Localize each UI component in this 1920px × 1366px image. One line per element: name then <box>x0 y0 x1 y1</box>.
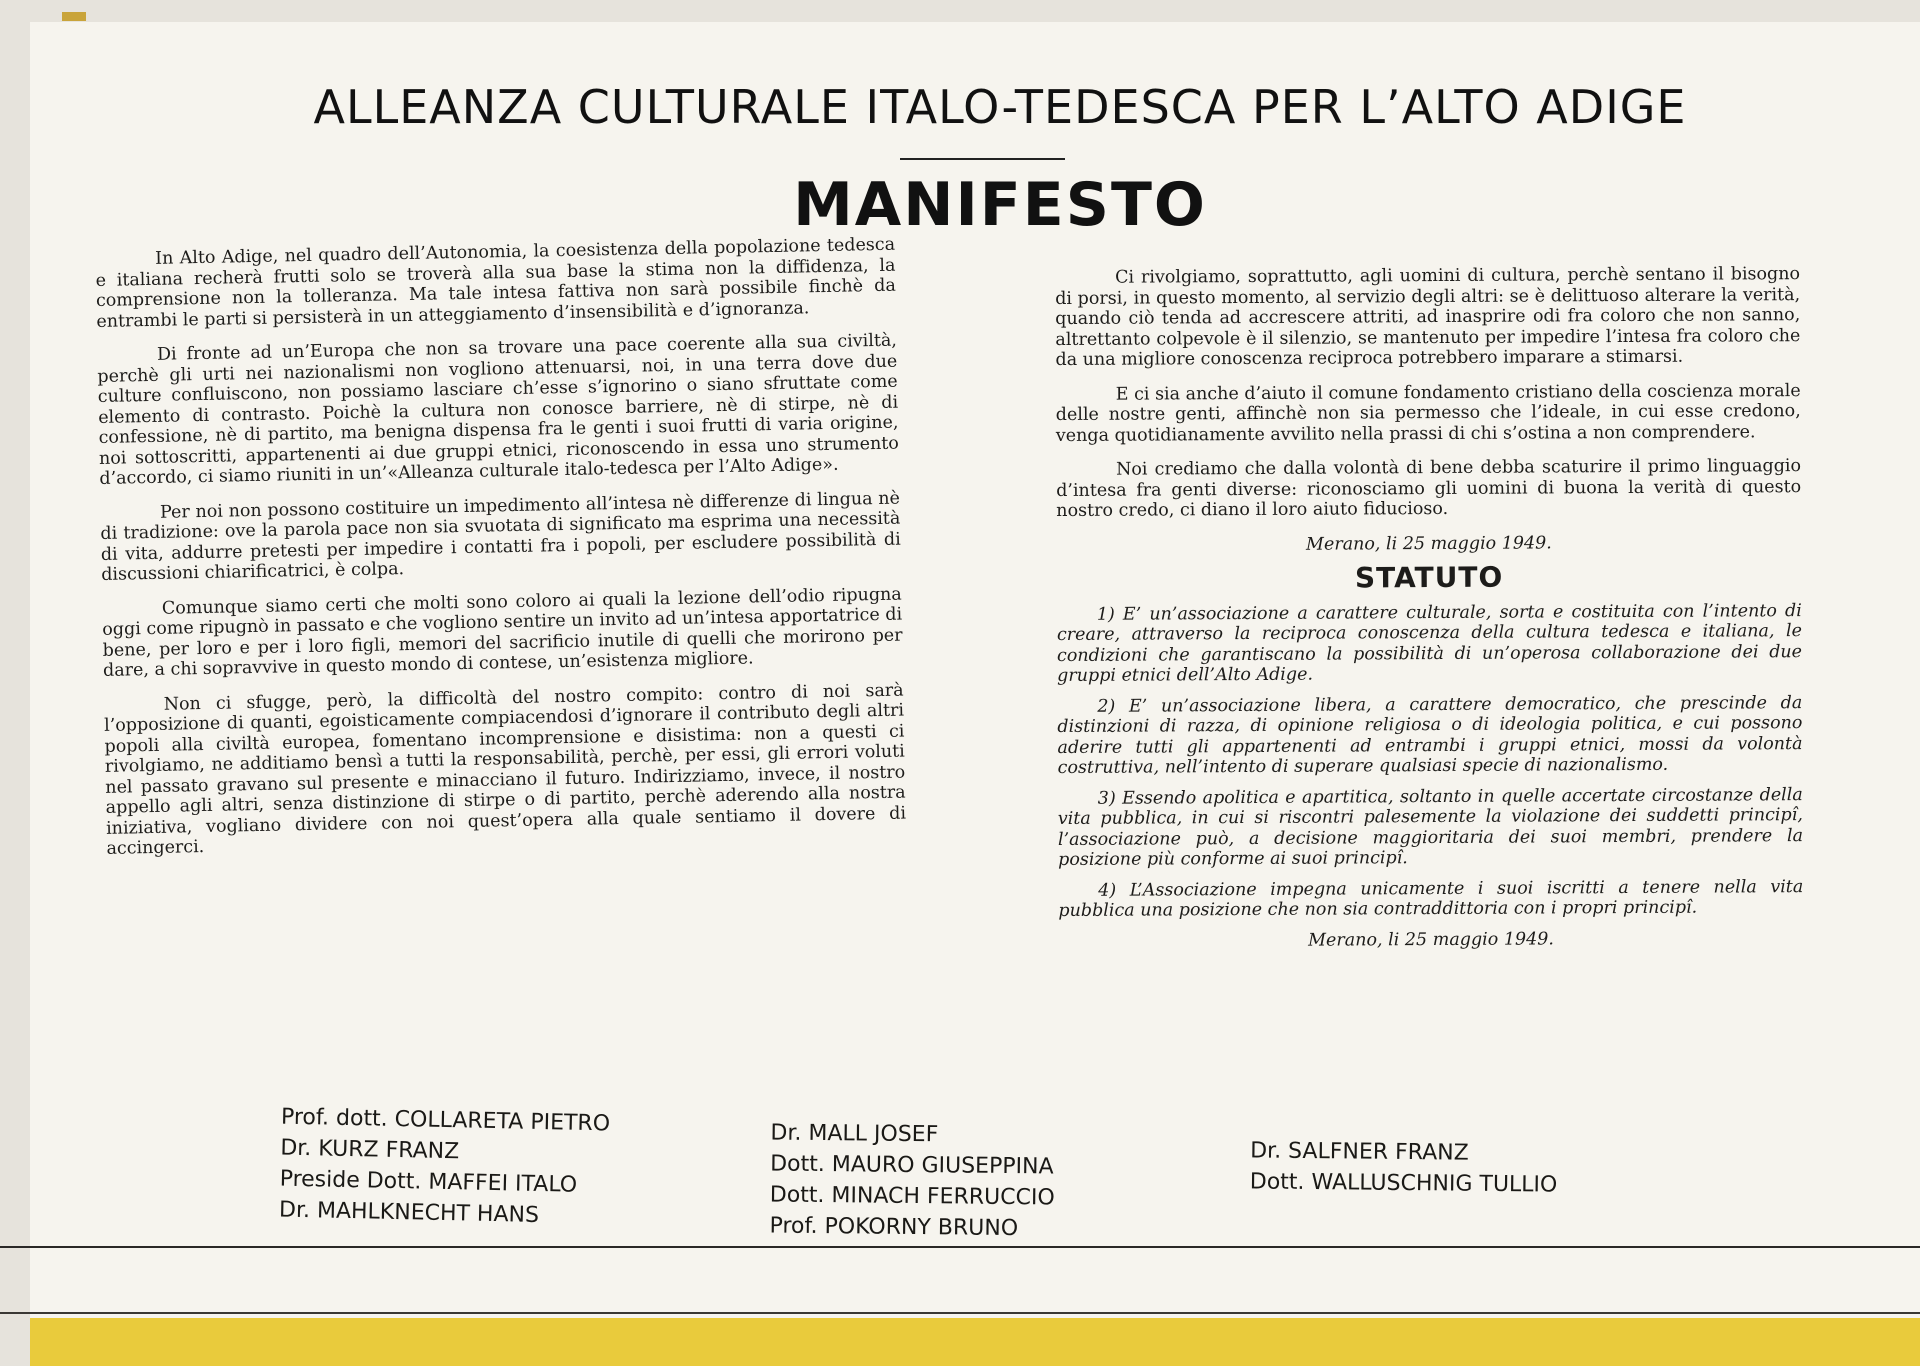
signatory: Dr. KURZ FRANZ <box>280 1135 460 1165</box>
title-divider <box>900 158 1065 160</box>
signature-column <box>279 1102 611 1233</box>
signatory: Dr. MALL JOSEF <box>770 1120 939 1148</box>
statuto-dateline: Merano, li 25 maggio 1949. <box>1308 928 1554 951</box>
paragraph: In Alto Adige, nel quadro dell’Autonomia, la coesistenza della popolazione tedesca e italiana recherà frutti solo se troverà alla sua base la stima non la diffidenza, la comprensione non la tolleranza. Ma tale intesa fattiva non sarà possibile finchè da entrambi le parti si persisterà in un atteggiamento d’insensibilità e d’ignoranza. <box>95 234 897 332</box>
paragraph: E ci sia anche d’aiuto il comune fondamento cristiano della coscienza morale delle nostre genti, affinchè non sia permesso che l’ideale, in cui esse credono, venga quotidianamente avvilito nella prassi di chi s’ostina a non comprendere. <box>1055 380 1801 446</box>
statute-article: 3) Essendo apolitica e apartitica, soltanto in quelle accertate circostanze della vita pubblica, in cui si riscontri palesemente la violazione dei suddetti principî, l’associazione può, a decisione maggioritaria dei suoi membri, prendere la posizione più conforme ai suoi principî. <box>1057 784 1804 870</box>
signatory: Dott. MAURO GIUSEPPINA <box>770 1151 1054 1180</box>
signature-column <box>1250 1135 1558 1200</box>
paragraph: Di fronte ad un’Europa che non sa trovare una pace coerente alla sua civiltà, perchè gli urti nei nazionalismi non vogliono attenuarsi, noi, in una terra dove due culture confluiscono, non possiamo lasciare ch’esse s’ignorino o siano sfruttate come elemento di contrasto. Poichè la cultura non conosce barriere, nè di stirpe, nè di confessione, nè di partito, ma benigna dispensa fra le genti i suoi frutti di varia origine, noi sottoscritti, appartenenti ai due gruppi etnici, riconoscendo in essa uno strumento d’accordo, ci siamo riuniti in un’«Alleanza culturale italo-tedesca per l’Alto Adige». <box>97 330 900 489</box>
signatory: Preside Dott. MAFFEI ITALO <box>279 1166 578 1198</box>
paragraph: Noi crediamo che dalla volontà di bene debba scaturire il primo linguaggio d’intesa fra genti diverse: riconosciamo gli uomini di buona la verità di questo nostro credo, ci diano il loro aiuto fiducioso. <box>1056 456 1802 521</box>
manifesto-dateline: Merano, li 25 maggio 1949. <box>1305 532 1552 555</box>
paragraph: Non ci sfugge, però, la difficoltà del nostro compito: contro di noi sarà l’opposizione di quanti, egoisticamente compiacendosi d’ignorare il contributo degli altri popoli alla civiltà europea, fomentano incomprensione e disistima: non a questi ci rivolgiamo, ne additiamo bensì a tutti la responsabilità, perchè, per essi, gli errori voluti nel passato gravano sul presente e minacciano il futuro. Indirizziamo, invece, il nostro appello agli altri, senza distinzione di stirpe o di partito, perchè aderendo alla nostra iniziativa, vogliano dividere con noi quest’opera alla quale sentiamo il dovere di accingerci. <box>103 680 907 859</box>
signatory: Dr. SALFNER FRANZ <box>1250 1138 1469 1166</box>
document-title: ALLEANZA CULTURALE ITALO-TEDESCA PER L’ALTO ADIGE <box>313 80 1687 134</box>
signatory: Prof. POKORNY BRUNO <box>769 1213 1019 1242</box>
signatory: Dott. MINACH FERRUCCIO <box>769 1182 1055 1211</box>
statute-article: 2) E’ un’associazione libera, a carattere democratico, che prescinde da distinzioni di razza, di opinione religiosa o di ideologia politica, e cui possono aderire tutti gli appartenenti ad entrambi i gruppi etnici, mossi da volontà costruttiva, nell’intento di superare qualsiasi specie di nazionalismo. <box>1057 692 1803 778</box>
manifesto-right-column <box>1055 264 1804 966</box>
paragraph: Ci rivolgiamo, soprattutto, agli uomini di cultura, perchè sentano il bisogno di porsi, in questo momento, al servizio degli altri: se è delittuoso alterare la verità, quando ciò tenda ad accrescere attriti, ad inasprire odi fra coloro che non sanno, altrettanto colpevole è il silenzio, se mantenuto per impedire l’intesa fra coloro che da una migliore conoscenza reciproca potrebbero imparare a stimarsi. <box>1055 264 1801 370</box>
signature-column <box>769 1118 1055 1245</box>
manifesto-heading: MANIFESTO <box>793 170 1207 240</box>
manifesto-left-column <box>95 235 907 874</box>
paragraph: Comunque siamo certi che molti sono coloro ai quali la lezione dell’odio ripugna oggi come ripugnò in passato e che vogliono sentire un invito ad un’intesa apportatrice di bene, per loro e per i loro figli, memori del sacrificio inutile di quelli che morirono per dare, a chi sopravvive in questo mondo di contese, un’esistenza migliore. <box>102 584 903 681</box>
paragraph: Per noi non possono costituire un impedimento all’intesa nè differenze di lingua nè di tradizione: ove la parola pace non sia svuotata di significato ma esprima una necessità di vita, addurre pretesti per impedire i contatti fra i popoli, per escludere possibilità di discussioni chiarificatrici, è colpa. <box>100 488 901 585</box>
yellow-paper-underneath <box>30 1318 1920 1366</box>
statute-article: 4) L’Associazione impegna unicamente i suoi iscritti a tenere nella vita pubblica una posizione che non sia contraddittoria con i propri principî. <box>1058 876 1804 921</box>
bottom-rule <box>0 1246 1920 1248</box>
page-edge-rule <box>0 1312 1920 1314</box>
statuto-articles <box>1057 601 1804 922</box>
statuto-heading: STATUTO <box>1354 560 1504 595</box>
signatory: Prof. dott. COLLARETA PIETRO <box>280 1104 611 1137</box>
statute-article: 1) E’ un’associazione a carattere culturale, sorta e costituita con l’intento di creare, attraverso la reciproca conoscenza della cultura tedesca e italiana, le condizioni che garantiscano la possibilità di un’operosa collaborazione dei due gruppi etnici dell’Alto Adige. <box>1056 600 1803 686</box>
paper-edge-tab <box>62 12 86 21</box>
signatory: Dott. WALLUSCHNIG TULLIO <box>1249 1169 1558 1198</box>
signatory: Dr. MAHLKNECHT HANS <box>278 1197 540 1228</box>
